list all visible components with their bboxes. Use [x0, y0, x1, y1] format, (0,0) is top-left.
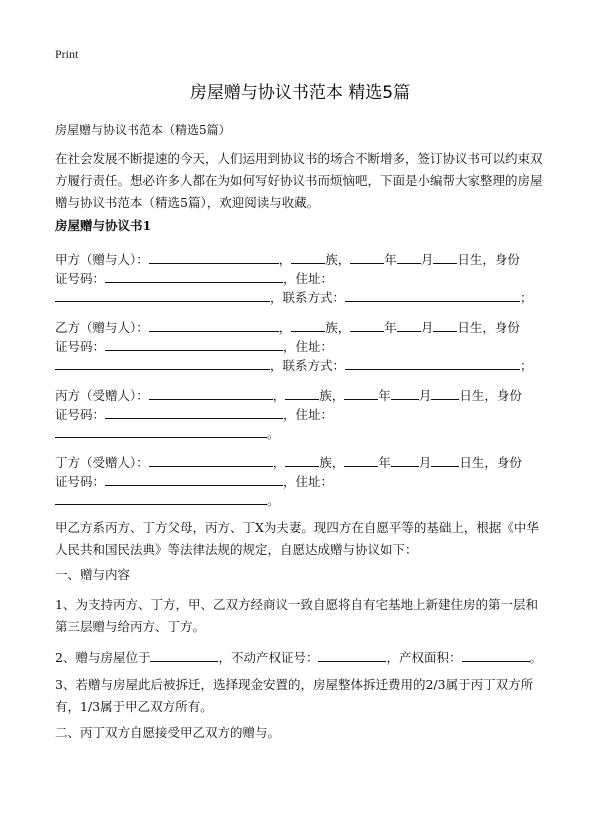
clause-1: 1、为支持丙方、丁方，甲、乙双方经商议一致自愿将自有宅基地上新建住房的第一层和第三层赠与给丙方、丁方。 [55, 597, 538, 634]
document-title: 房屋赠与协议书范本 精选5篇 [189, 83, 411, 103]
party-c-line-1: 丙方（受赠人）： ， 族， 年 月 日生，身份 [55, 388, 522, 403]
document-subtitle: 房屋赠与协议书范本（精选5篇） [55, 123, 231, 137]
intro-paragraph: 在社会发展不断提速的今天，人们运用到协议书的场合不断增多，签订协议书可以约束双方履行责任。想必许多人都在为如何写好协议书而烦恼吧，下面是小编帮大家整理的房屋赠与协议书范本（精选5篇），欢迎阅读与收藏。 [55, 151, 543, 210]
party-d-line-2: 证号码： ，住址： [55, 474, 334, 489]
party-a-line-2: 证号码： ，住址： [55, 271, 334, 286]
party-c-line-3: 。 [55, 424, 280, 442]
agreement-intro: 甲乙方系丙方、丁方父母，丙方、丁X为夫妻。现四方在自愿平等的基础上，根据《中华人民共和国民法典》等法律法规的规定，自愿达成赠与协议如下： [55, 520, 539, 557]
party-a-address-blank[interactable] [55, 288, 270, 302]
party-a-line-1: 甲方（赠与人）： ， 族， 年 月 日生，身份 [55, 252, 520, 267]
party-a-line-3: ，联系方式： ； [55, 288, 533, 306]
party-b-line-3: ，联系方式： ； [55, 356, 533, 374]
section-heading: 房屋赠与协议书1 [55, 218, 152, 233]
party-c-line-2: 证号码： ，住址： [55, 407, 334, 422]
party-a-id-blank[interactable] [105, 269, 283, 283]
party-d-line-1: 丁方（受赠人）： ， 族， 年 月 日生，身份 [55, 455, 522, 470]
clause-two-heading: 二、丙丁双方自愿接受甲乙双方的赠与。 [55, 725, 281, 740]
party-d-line-3: 。 [55, 491, 280, 509]
clause-2: 2、赠与房屋位于 ，不动产权证号： ，产权面积： 。 [55, 650, 543, 665]
party-b-line-2: 证号码： ，住址： [55, 339, 334, 354]
party-b-line-1: 乙方（赠与人）： ， 族， 年 月 日生，身份 [55, 320, 520, 335]
clause-3: 3、若赠与房屋此后被拆迁，选择现金安置的，房屋整体拆迁费用的2/3属于丙丁双方所有，1/3属于甲乙双方所有。 [55, 677, 534, 714]
party-a-contact-blank[interactable] [345, 288, 520, 302]
party-a-name-blank[interactable] [149, 250, 279, 264]
clause-one-heading: 一、赠与内容 [55, 567, 131, 582]
print-link[interactable]: Print [55, 47, 79, 61]
